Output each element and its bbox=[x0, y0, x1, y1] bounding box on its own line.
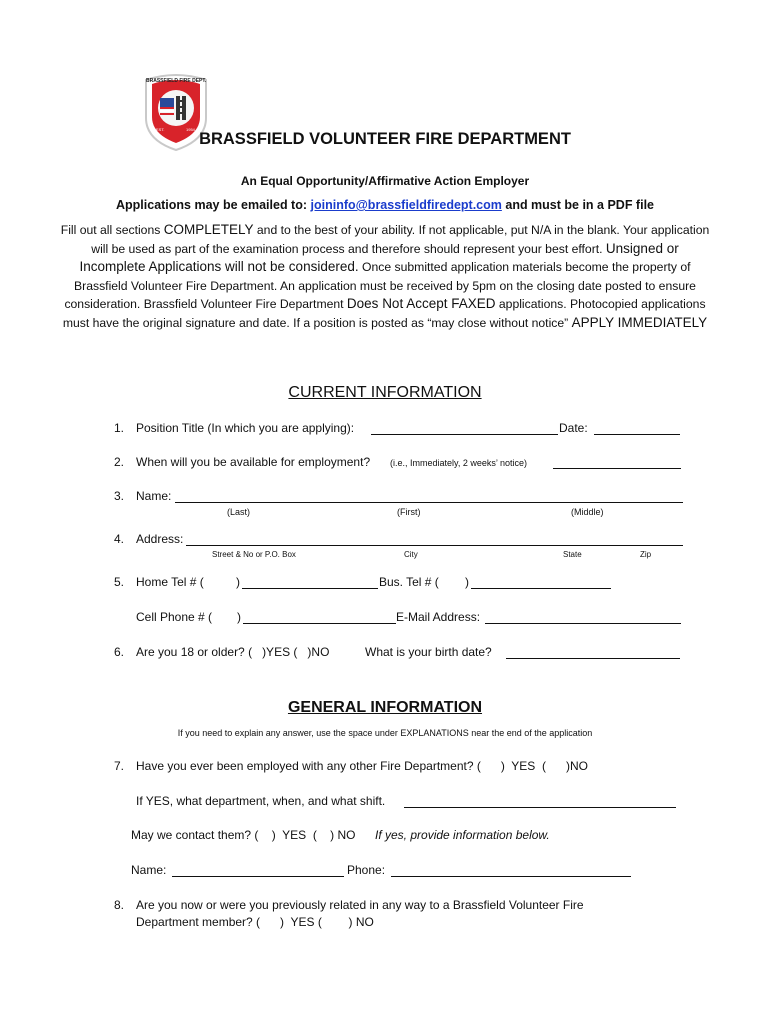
instr-part-2: and to the best of your ability. If not applicable, put N/A in the blank. Your application will be used as part of the examination process and therefore should represent your best effort. bbox=[91, 223, 710, 256]
instr-part-1: Fill out all sections bbox=[60, 223, 164, 237]
availability-field[interactable] bbox=[553, 468, 681, 469]
instr-part-3: Once submitted application materials become the property of Brassfield Volunteer Fire Department. An application must be received by 5pm on the closing date posted to ensure consideration. Brassfield Volunteer Fire Department bbox=[64, 260, 696, 311]
logo-text-right: 1954 bbox=[186, 127, 195, 132]
instr-emph-4: APPLY IMMEDIATELY bbox=[571, 314, 708, 330]
q3-number: 3. bbox=[114, 489, 125, 503]
q1-date-label: Date: bbox=[559, 421, 588, 435]
bus-tel-label: Bus. Tel # ( bbox=[379, 575, 439, 589]
q2-label: When will you be available for employment? bbox=[136, 455, 371, 469]
general-note: If you need to explain any answer, use the space under EXPLANATIONS near the end of the application bbox=[177, 728, 593, 738]
cell-phone-field[interactable] bbox=[243, 623, 396, 624]
birth-date-field[interactable] bbox=[506, 658, 680, 659]
home-tel-label: Home Tel # ( bbox=[136, 575, 204, 589]
instr-emph-3: Does Not Accept FAXED bbox=[346, 296, 496, 311]
address-street-caption: Street & No or P.O. Box bbox=[212, 550, 296, 559]
instr-emph-2: Unsigned or Incomplete Applications will not be considered. bbox=[79, 240, 679, 274]
address-field[interactable] bbox=[186, 545, 683, 546]
logo-text-left: EST. bbox=[156, 127, 165, 132]
general-info-heading: GENERAL INFORMATION bbox=[287, 699, 483, 716]
cell-phone-label: Cell Phone # ( bbox=[136, 610, 213, 624]
instructions bbox=[60, 221, 710, 332]
birth-date-label: What is your birth date? bbox=[365, 645, 492, 659]
q7-number: 7. bbox=[114, 759, 125, 773]
org-name: BRASSFIELD VOLUNTEER FIRE DEPARTMENT bbox=[199, 130, 571, 148]
contact-name-field[interactable] bbox=[172, 876, 344, 877]
contact-phone-field[interactable] bbox=[391, 876, 631, 877]
date-field[interactable] bbox=[594, 434, 680, 435]
email-suffix: and must be in a PDF file bbox=[501, 198, 654, 212]
email-prefix: Applications may be emailed to: bbox=[116, 198, 311, 212]
q5-number: 5. bbox=[114, 575, 125, 589]
name-middle-caption: (Middle) bbox=[571, 507, 604, 517]
home-tel-field[interactable] bbox=[242, 588, 378, 589]
q8-number: 8. bbox=[114, 898, 125, 912]
email-line bbox=[0, 198, 770, 212]
name-last-caption: (Last) bbox=[227, 507, 251, 517]
bus-tel-field[interactable] bbox=[471, 588, 611, 589]
q4-number: 4. bbox=[114, 532, 125, 546]
q8-line-2: Department member? ( ) YES ( ) NO bbox=[136, 915, 374, 929]
q7-if-yes-label: If YES, what department, when, and what shift. bbox=[136, 794, 386, 808]
q7-contact-label: May we contact them? ( ) YES ( ) NO bbox=[131, 828, 356, 842]
previous-department-field[interactable] bbox=[404, 807, 676, 808]
q7-label: Have you ever been employed with any other Fire Department? ( ) YES ( )NO bbox=[136, 759, 588, 773]
cell-phone-close: ) bbox=[237, 610, 241, 624]
current-info-heading: CURRENT INFORMATION bbox=[288, 384, 482, 401]
address-state-caption: State bbox=[563, 550, 582, 559]
q2-number: 2. bbox=[114, 455, 125, 469]
q4-label: Address: bbox=[136, 532, 184, 546]
position-title-field[interactable] bbox=[371, 434, 558, 435]
q7-contact-note: If yes, provide information below. bbox=[375, 828, 550, 842]
q7-phone-label: Phone: bbox=[347, 863, 386, 877]
bus-tel-close: ) bbox=[465, 575, 469, 589]
q1-number: 1. bbox=[114, 421, 125, 435]
q7-name-label: Name: bbox=[131, 863, 167, 877]
name-first-caption: (First) bbox=[397, 507, 421, 517]
q8-line-1: Are you now or were you previously related in any way to a Brassfield Volunteer Fire bbox=[136, 898, 584, 912]
q1-label: Position Title (In which you are applying): bbox=[136, 421, 355, 435]
instr-emph-1: COMPLETELY bbox=[163, 222, 254, 237]
address-city-caption: City bbox=[404, 550, 418, 559]
name-field[interactable] bbox=[175, 502, 683, 503]
email-link[interactable]: joininfo@brassfieldfiredept.com bbox=[310, 198, 502, 212]
subtitle: An Equal Opportunity/Affirmative Action Employer bbox=[240, 174, 530, 188]
q3-label: Name: bbox=[136, 489, 172, 503]
logo-text-top: BRASSFIELD FIRE DEPT. bbox=[146, 78, 207, 84]
home-tel-close: ) bbox=[236, 575, 240, 589]
q2-hint: (i.e., Immediately, 2 weeks’ notice) bbox=[390, 458, 528, 468]
q6-number: 6. bbox=[114, 645, 125, 659]
email-address-label: E-Mail Address: bbox=[396, 610, 481, 624]
instr-part-4: applications. Photocopied applications must have the original signature and date. If a position is posted as “may close without notice” bbox=[62, 297, 706, 330]
email-address-field[interactable] bbox=[485, 623, 681, 624]
q6-label: Are you 18 or older? ( )YES ( )NO bbox=[136, 645, 330, 659]
address-zip-caption: Zip bbox=[640, 550, 652, 559]
